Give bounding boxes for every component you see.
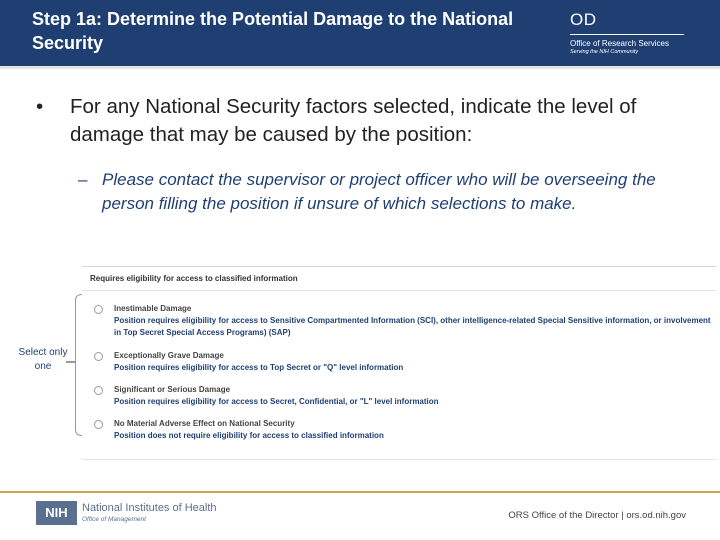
nih-logo-box: NIH (36, 501, 77, 525)
option-text (114, 350, 714, 374)
damage-form-panel (82, 266, 716, 460)
option-title: Exceptionally Grave Damage (114, 351, 224, 360)
radio-inestimable-damage[interactable] (94, 305, 103, 314)
sub-bullet-dash: – (78, 170, 88, 189)
option-description: Position does not require eligibility for access to classified information (114, 431, 384, 440)
sub-bullet-text: Please contact the supervisor or project officer who will be overseeing the person filling the position if unsure of which selections to make. (102, 170, 656, 213)
sub-bullet (78, 168, 662, 216)
od-logo (570, 10, 690, 55)
slide-header (0, 0, 720, 66)
radio-significant-serious-damage[interactable] (94, 386, 103, 395)
main-bullet (36, 93, 710, 149)
nih-logo-name: National Institutes of Health (82, 502, 217, 514)
od-logo-mark: OD (570, 10, 597, 29)
option-description: Position requires eligibility for access to Top Secret or "Q" level information (114, 363, 404, 372)
option-title: Inestimable Damage (114, 304, 192, 313)
footer-divider (0, 491, 720, 493)
header-underline (0, 66, 720, 69)
option-text (114, 384, 714, 408)
option-description: Position requires eligibility for access to Secret, Confidential, or "L" level information (114, 397, 439, 406)
bullet-dot: • (36, 95, 44, 118)
footer-org-text: ORS Office of the Director | ors.od.nih.gov (508, 510, 686, 521)
option-title: No Material Adverse Effect on National Security (114, 419, 295, 428)
slide-title: Step 1a: Determine the Potential Damage to the National Security (32, 9, 514, 53)
option-text (114, 303, 714, 339)
radio-exceptionally-grave-damage[interactable] (94, 352, 103, 361)
form-header-divider (82, 290, 716, 291)
od-logo-name: Office of Research Services (570, 39, 670, 48)
od-logo-rule (570, 34, 684, 35)
select-only-one-note: Select only one (18, 347, 68, 372)
od-logo-tagline: Serving the NIH Community (570, 49, 639, 55)
option-description: Position requires eligibility for access to Sensitive Compartmented Information (SCI), other intelligence-related Special Sensitive information, or involvement in Top Secret Special Access Programs) (SAP) (114, 316, 711, 337)
option-text (114, 418, 714, 442)
radio-no-material-adverse-effect[interactable] (94, 420, 103, 429)
main-bullet-text: For any National Security factors selected, indicate the level of damage that may be caused by the position: (70, 95, 637, 146)
option-title: Significant or Serious Damage (114, 385, 231, 394)
form-header: Requires eligibility for access to classified information (90, 274, 298, 283)
nih-logo-sub: Office of Management (82, 516, 146, 523)
